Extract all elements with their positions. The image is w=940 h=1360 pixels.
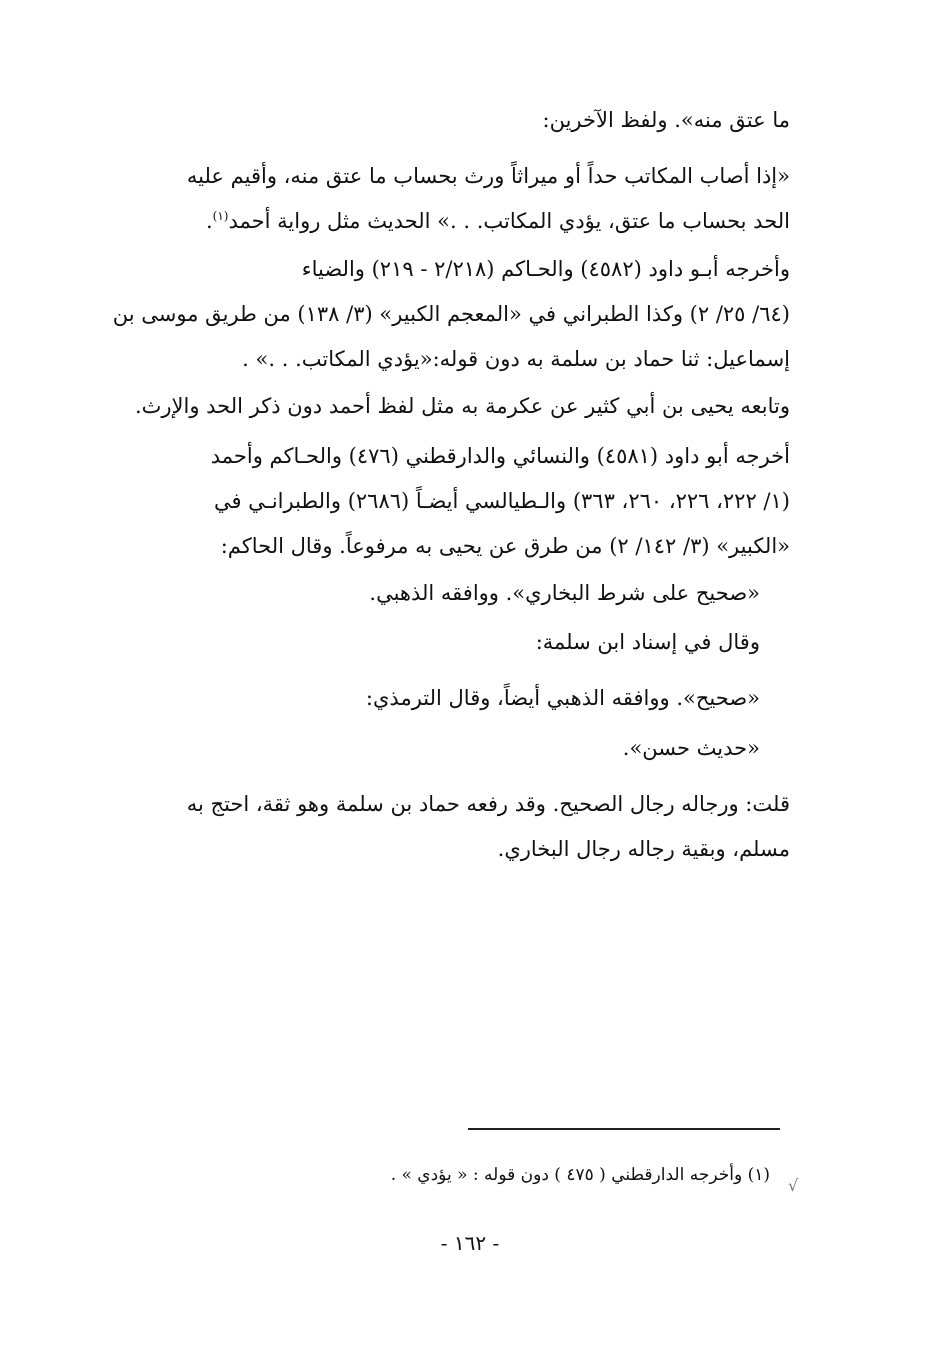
text-line: أخرجه أبو داود (٤٥٨١) والنسائي والدارقطني (٤٧٦) والحـاكم وأحمد [210, 444, 790, 468]
text-line: الحد بحساب ما عتق، يؤدي المكاتب. . .» الحديث مثل رواية أحمد [228, 209, 790, 233]
text-line: مسلم، وبقية رجاله رجال البخاري. [497, 837, 790, 861]
text-line: وقال في إسناد ابن سلمة: [535, 630, 760, 654]
text-line: «صحيح». ووافقه الذهبي أيضاً، وقال الترمذي: [365, 686, 760, 710]
paragraph-continuation [108, 98, 790, 143]
text-line: وأخرجه أبـو داود (٤٥٨٢) والحـاكم (٢/٢١٨ - ٢١٩) والضياء [301, 257, 790, 281]
text-line: «الكبير» (٣/ ١٤٢/ ٢) من طرق عن يحيى به مرفوعاً. وقال الحاكم: [220, 534, 790, 558]
quote-hakim [160, 571, 760, 616]
text-line: (٦٤/ ٢٥/ ٢) وكذا الطبراني في «المعجم الكبير» (٣/ ١٣٨) من طريق موسى بن [112, 302, 790, 326]
quote-tirmidhi [160, 726, 760, 771]
paragraph-takhrij-2 [108, 434, 790, 569]
text-line: «إذا أصاب المكاتب حداً أو ميراثاً ورث بحساب ما عتق منه، وأقيم عليه [186, 164, 790, 188]
text-line-with-footnote [108, 199, 790, 244]
text-line: وتابعه يحيى بن أبي كثير عن عكرمة به مثل لفظ أحمد دون ذكر الحد والإرث. [134, 394, 790, 418]
paragraph-hadith-quote [108, 154, 790, 244]
text-line: «صحيح على شرط البخاري». ووافقه الذهبي. [369, 581, 760, 605]
text-line: (١/ ٢٢٢، ٢٢٦، ٢٦٠، ٣٦٣) والـطيالسي أيضـاً (٢٦٨٦) والطبرانـي في [213, 489, 790, 513]
quote-sahih [160, 676, 760, 721]
text-line: «حديث حسن». [622, 736, 760, 760]
check-mark-icon: √ [788, 1176, 799, 1195]
footnote-divider [468, 1128, 780, 1130]
paragraph-takhrij-1 [108, 247, 790, 382]
paragraph-isnad-note [160, 620, 760, 665]
footnote: (١) وأخرجه الدارقطني ( ٤٧٥ ) دون قوله : « يؤدي » . [390, 1165, 770, 1185]
text-line: إسماعيل: ثنا حماد بن سلمة به دون قوله:«يؤدي المكاتب. . .» . [242, 347, 790, 371]
page-number: - ١٦٢ - [440, 1231, 500, 1255]
footnote-reference: (١) [212, 209, 229, 223]
paragraph-conclusion [108, 782, 790, 872]
text-line: ما عتق منه». ولفظ الآخرين: [542, 108, 790, 132]
text-line: قلت: ورجاله رجال الصحيح. وقد رفعه حماد بن سلمة وهو ثقة، احتج به [186, 792, 790, 816]
sentence-end: . [205, 209, 213, 233]
paragraph-mutaba [108, 384, 790, 429]
